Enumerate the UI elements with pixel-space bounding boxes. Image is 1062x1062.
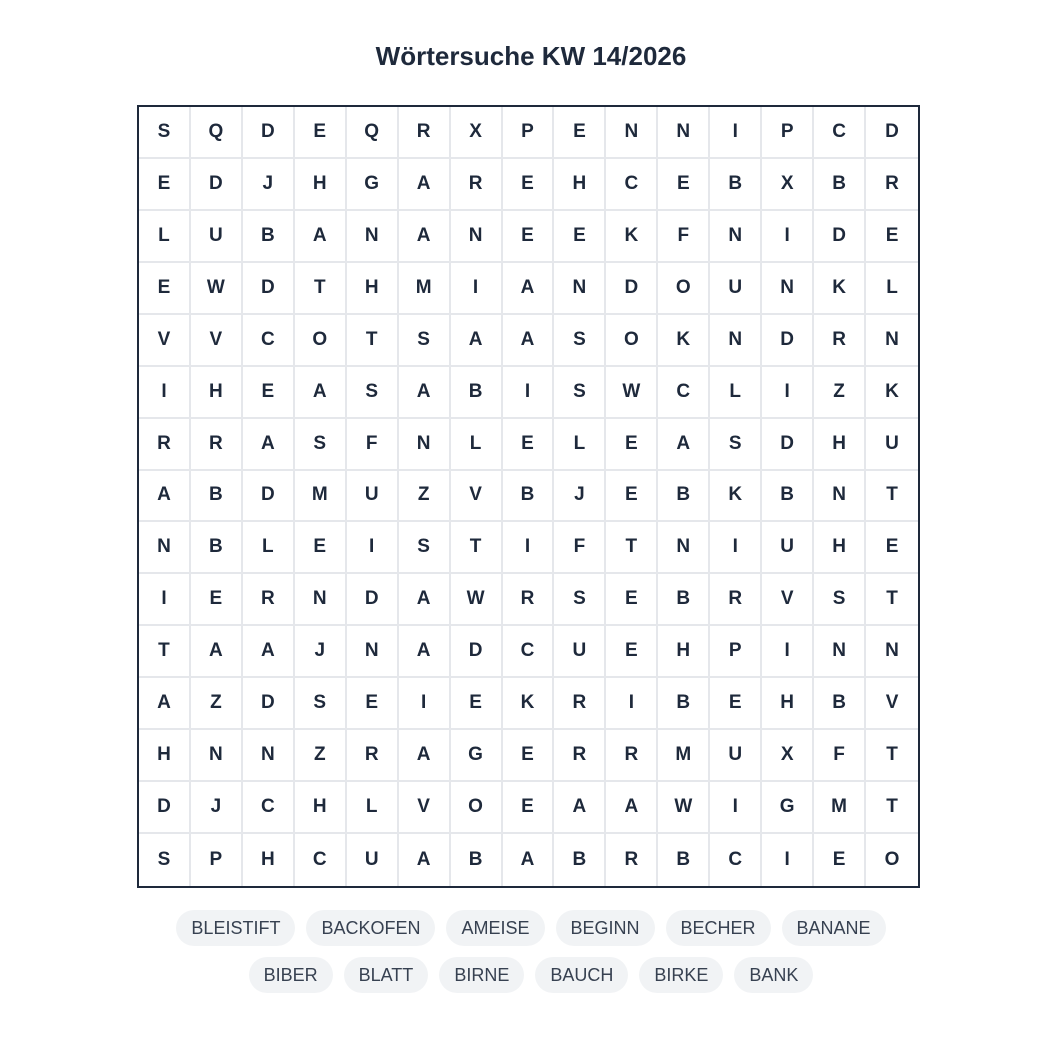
grid-cell[interactable]: N: [866, 626, 918, 678]
word-list: [131, 910, 931, 993]
grid-cell[interactable]: A: [503, 263, 555, 315]
grid-cell[interactable]: J: [295, 626, 347, 678]
grid-cell[interactable]: H: [295, 159, 347, 211]
grid-cell[interactable]: S: [295, 419, 347, 471]
grid-cell[interactable]: D: [347, 574, 399, 626]
word-chip: AMEISE: [446, 910, 544, 946]
grid-cell[interactable]: C: [295, 834, 347, 886]
word-chip: BECHER: [666, 910, 771, 946]
grid-cell[interactable]: S: [139, 107, 191, 159]
grid-cell[interactable]: N: [191, 730, 243, 782]
grid-cell[interactable]: D: [866, 107, 918, 159]
grid-cell[interactable]: L: [347, 782, 399, 834]
grid-cell[interactable]: O: [451, 782, 503, 834]
grid-cell[interactable]: D: [814, 211, 866, 263]
grid-cell[interactable]: H: [191, 367, 243, 419]
grid-cell[interactable]: A: [399, 834, 451, 886]
grid-cell[interactable]: A: [399, 211, 451, 263]
grid-cell[interactable]: E: [503, 211, 555, 263]
grid-cell[interactable]: E: [606, 626, 658, 678]
grid-cell[interactable]: U: [347, 834, 399, 886]
grid-cell[interactable]: D: [243, 678, 295, 730]
grid-cell[interactable]: J: [191, 782, 243, 834]
grid-cell[interactable]: H: [814, 419, 866, 471]
grid-cell[interactable]: F: [814, 730, 866, 782]
grid-cell[interactable]: E: [503, 730, 555, 782]
grid-cell[interactable]: H: [243, 834, 295, 886]
grid-cell[interactable]: R: [814, 315, 866, 367]
grid-cell[interactable]: P: [503, 107, 555, 159]
letter-grid: [137, 105, 920, 888]
grid-cell[interactable]: F: [347, 419, 399, 471]
grid-cell[interactable]: L: [710, 367, 762, 419]
grid-cell[interactable]: K: [866, 367, 918, 419]
grid-cell[interactable]: B: [814, 159, 866, 211]
grid-cell[interactable]: N: [347, 626, 399, 678]
grid-cell[interactable]: E: [503, 159, 555, 211]
grid-cell[interactable]: F: [658, 211, 710, 263]
grid-cell[interactable]: R: [866, 159, 918, 211]
grid-cell[interactable]: B: [658, 574, 710, 626]
grid-cell[interactable]: Z: [295, 730, 347, 782]
grid-cell[interactable]: A: [399, 626, 451, 678]
grid-cell[interactable]: E: [295, 522, 347, 574]
grid-cell[interactable]: S: [814, 574, 866, 626]
grid-cell[interactable]: A: [554, 782, 606, 834]
grid-cell[interactable]: S: [554, 574, 606, 626]
grid-cell[interactable]: E: [139, 263, 191, 315]
grid-cell[interactable]: U: [866, 419, 918, 471]
grid-cell[interactable]: B: [762, 471, 814, 523]
grid-cell[interactable]: E: [606, 471, 658, 523]
grid-cell[interactable]: E: [139, 159, 191, 211]
grid-cell[interactable]: B: [658, 834, 710, 886]
grid-cell[interactable]: E: [658, 159, 710, 211]
grid-cell[interactable]: U: [191, 211, 243, 263]
grid-cell[interactable]: N: [814, 471, 866, 523]
grid-cell[interactable]: W: [606, 367, 658, 419]
grid-cell[interactable]: L: [451, 419, 503, 471]
grid-cell[interactable]: A: [658, 419, 710, 471]
grid-cell[interactable]: L: [554, 419, 606, 471]
grid-cell[interactable]: A: [295, 211, 347, 263]
grid-cell[interactable]: T: [347, 315, 399, 367]
grid-cell[interactable]: R: [606, 730, 658, 782]
grid-cell[interactable]: N: [658, 107, 710, 159]
grid-cell[interactable]: H: [814, 522, 866, 574]
grid-cell[interactable]: A: [399, 730, 451, 782]
grid-cell[interactable]: A: [451, 315, 503, 367]
grid-cell[interactable]: C: [814, 107, 866, 159]
grid-cell[interactable]: A: [503, 315, 555, 367]
grid-cell[interactable]: T: [139, 626, 191, 678]
grid-cell[interactable]: H: [347, 263, 399, 315]
grid-cell[interactable]: O: [884, 849, 900, 871]
grid-cell[interactable]: B: [503, 471, 555, 523]
grid-cell[interactable]: D: [243, 107, 295, 159]
grid-cell[interactable]: E: [503, 782, 555, 834]
grid-cell[interactable]: B: [710, 159, 762, 211]
grid-cell[interactable]: E: [191, 574, 243, 626]
grid-cell[interactable]: E: [814, 834, 866, 886]
grid-cell[interactable]: N: [710, 315, 762, 367]
word-chip: BANK: [734, 957, 813, 993]
grid-cell[interactable]: H: [554, 159, 606, 211]
grid-cell[interactable]: R: [554, 730, 606, 782]
grid-cell[interactable]: E: [243, 367, 295, 419]
grid-cell[interactable]: Z: [814, 367, 866, 419]
grid-cell[interactable]: R: [191, 419, 243, 471]
grid-cell[interactable]: B: [814, 678, 866, 730]
grid-cell[interactable]: M: [295, 471, 347, 523]
grid-cell[interactable]: S: [399, 315, 451, 367]
grid-cell[interactable]: E: [295, 107, 347, 159]
grid-cell[interactable]: K: [658, 315, 710, 367]
grid-cell[interactable]: N: [814, 626, 866, 678]
grid-cell[interactable]: E: [554, 107, 606, 159]
grid-cell[interactable]: I: [451, 263, 503, 315]
grid-cell[interactable]: M: [399, 263, 451, 315]
grid-cell[interactable]: R: [503, 574, 555, 626]
grid-cell[interactable]: R: [347, 730, 399, 782]
grid-cell[interactable]: C: [243, 315, 295, 367]
grid-cell[interactable]: D: [243, 471, 295, 523]
grid-cell[interactable]: B: [658, 471, 710, 523]
grid-cell[interactable]: S: [710, 419, 762, 471]
grid-cell[interactable]: V: [139, 315, 191, 367]
grid-cell[interactable]: S: [347, 367, 399, 419]
grid-cell[interactable]: L: [243, 522, 295, 574]
grid-cell[interactable]: J: [243, 159, 295, 211]
grid-cell[interactable]: N: [866, 315, 918, 367]
grid-cell[interactable]: D: [243, 263, 295, 315]
word-chip: BANANE: [782, 910, 886, 946]
grid-cell[interactable]: E: [554, 211, 606, 263]
grid-cell[interactable]: E: [451, 678, 503, 730]
grid-cell[interactable]: R: [710, 574, 762, 626]
grid-cell[interactable]: V: [399, 782, 451, 834]
grid-cell[interactable]: K: [503, 678, 555, 730]
grid-cell[interactable]: N: [399, 419, 451, 471]
grid-cell[interactable]: I: [606, 678, 658, 730]
grid-cell[interactable]: E: [710, 678, 762, 730]
grid-cell[interactable]: T: [866, 730, 918, 782]
grid-cell[interactable]: C: [710, 834, 762, 886]
grid-cell[interactable]: U: [347, 471, 399, 523]
word-chip: BAUCH: [535, 957, 628, 993]
grid-cell[interactable]: N: [554, 263, 606, 315]
grid-cell[interactable]: O: [295, 315, 347, 367]
word-chip: BIRKE: [639, 957, 723, 993]
grid-cell[interactable]: Z: [399, 471, 451, 523]
grid-cell[interactable]: M: [658, 730, 710, 782]
grid-cell[interactable]: T: [866, 782, 918, 834]
grid-cell[interactable]: I: [503, 522, 555, 574]
word-chip: BLEISTIFT: [176, 910, 295, 946]
grid-cell[interactable]: I: [399, 678, 451, 730]
grid-cell[interactable]: I: [710, 107, 762, 159]
grid-cell[interactable]: O: [658, 263, 710, 315]
grid-cell[interactable]: T: [451, 522, 503, 574]
grid-cell[interactable]: I: [762, 367, 814, 419]
grid-cell[interactable]: P: [710, 626, 762, 678]
grid-cell[interactable]: R: [451, 159, 503, 211]
grid-cell[interactable]: E: [606, 574, 658, 626]
grid-cell[interactable]: V: [191, 315, 243, 367]
grid-cell[interactable]: G: [451, 730, 503, 782]
grid-cell[interactable]: D: [762, 315, 814, 367]
grid-cell[interactable]: A: [243, 626, 295, 678]
grid-cell[interactable]: U: [554, 626, 606, 678]
grid-cell[interactable]: E: [866, 522, 918, 574]
grid-cell[interactable]: N: [347, 211, 399, 263]
grid-cell[interactable]: B: [191, 471, 243, 523]
word-chip: BEGINN: [556, 910, 655, 946]
grid-cell[interactable]: A: [606, 782, 658, 834]
grid-cell[interactable]: V: [866, 678, 918, 730]
grid-cell[interactable]: S: [554, 367, 606, 419]
grid-cell[interactable]: B: [191, 522, 243, 574]
grid-cell[interactable]: K: [606, 211, 658, 263]
grid-cell[interactable]: W: [451, 574, 503, 626]
puzzle-title: Wörtersuche KW 14/2026: [375, 41, 687, 71]
grid-cell[interactable]: P: [762, 107, 814, 159]
word-chip: BACKOFEN: [306, 910, 435, 946]
grid-cell[interactable]: S: [554, 315, 606, 367]
grid-cell[interactable]: D: [451, 626, 503, 678]
grid-cell[interactable]: Z: [191, 678, 243, 730]
grid-cell[interactable]: V: [451, 471, 503, 523]
grid-cell[interactable]: T: [866, 574, 918, 626]
grid-cell[interactable]: E: [347, 678, 399, 730]
grid-cell[interactable]: K: [710, 471, 762, 523]
grid-cell[interactable]: R: [243, 574, 295, 626]
grid-cell[interactable]: B: [243, 211, 295, 263]
grid-cell[interactable]: I: [762, 211, 814, 263]
grid-cell[interactable]: A: [295, 367, 347, 419]
grid-cell[interactable]: R: [606, 834, 658, 886]
grid-cell[interactable]: T: [606, 522, 658, 574]
grid-cell[interactable]: I: [710, 782, 762, 834]
word-chip: BLATT: [344, 957, 429, 993]
grid-cell[interactable]: B: [554, 834, 606, 886]
grid-cell[interactable]: C: [503, 626, 555, 678]
grid-cell[interactable]: A: [191, 626, 243, 678]
grid-cell[interactable]: U: [762, 522, 814, 574]
grid-cell[interactable]: R: [554, 678, 606, 730]
grid-cell[interactable]: U: [710, 263, 762, 315]
grid-cell[interactable]: X: [451, 107, 503, 159]
grid-cell[interactable]: E: [503, 419, 555, 471]
grid-cell[interactable]: A: [503, 834, 555, 886]
grid-cell[interactable]: X: [762, 159, 814, 211]
grid-cell[interactable]: M: [814, 782, 866, 834]
grid-cell[interactable]: N: [295, 574, 347, 626]
grid-cell[interactable]: A: [399, 159, 451, 211]
grid-cell[interactable]: E: [606, 419, 658, 471]
grid-cell[interactable]: D: [606, 263, 658, 315]
grid-cell[interactable]: N: [243, 730, 295, 782]
grid-cell[interactable]: F: [554, 522, 606, 574]
grid-cell[interactable]: S: [139, 834, 191, 886]
grid-cell[interactable]: X: [762, 730, 814, 782]
grid-cell[interactable]: A: [243, 419, 295, 471]
grid-cell[interactable]: I: [347, 522, 399, 574]
grid-cell[interactable]: N: [658, 522, 710, 574]
grid-cell[interactable]: S: [295, 678, 347, 730]
grid-cell[interactable]: L: [139, 211, 191, 263]
grid-cell[interactable]: N: [710, 211, 762, 263]
grid-cell[interactable]: H: [295, 782, 347, 834]
grid-cell[interactable]: T: [295, 263, 347, 315]
grid-cell[interactable]: I: [762, 834, 814, 886]
grid-cell[interactable]: N: [139, 522, 191, 574]
grid-cell[interactable]: I: [762, 626, 814, 678]
grid-cell[interactable]: R: [139, 419, 191, 471]
word-chip: BIRNE: [439, 957, 524, 993]
grid-cell[interactable]: H: [762, 678, 814, 730]
grid-cell[interactable]: P: [191, 834, 243, 886]
grid-cell[interactable]: E: [866, 211, 918, 263]
grid-cell[interactable]: N: [606, 107, 658, 159]
grid-cell[interactable]: N: [451, 211, 503, 263]
grid-cell[interactable]: G: [347, 159, 399, 211]
grid-cell[interactable]: L: [866, 263, 918, 315]
grid-cell[interactable]: A: [139, 678, 191, 730]
grid-cell[interactable]: Q: [191, 107, 243, 159]
grid-cell[interactable]: B: [451, 834, 503, 886]
grid-cell[interactable]: O: [606, 315, 658, 367]
grid-cell[interactable]: N: [762, 263, 814, 315]
grid-cell[interactable]: I: [710, 522, 762, 574]
grid-cell[interactable]: S: [399, 522, 451, 574]
grid-cell[interactable]: A: [139, 471, 191, 523]
grid-cell[interactable]: I: [503, 367, 555, 419]
grid-cell[interactable]: H: [139, 730, 191, 782]
grid-cell[interactable]: I: [139, 367, 191, 419]
grid-cell[interactable]: G: [762, 782, 814, 834]
grid-cell[interactable]: D: [139, 782, 191, 834]
grid-cell[interactable]: H: [658, 626, 710, 678]
grid-cell[interactable]: D: [191, 159, 243, 211]
grid-cell[interactable]: T: [866, 471, 918, 523]
grid-cell[interactable]: V: [762, 574, 814, 626]
grid-cell[interactable]: U: [710, 730, 762, 782]
word-chip: BIBER: [249, 957, 333, 993]
grid-cell[interactable]: W: [191, 263, 243, 315]
grid-cell[interactable]: B: [658, 678, 710, 730]
grid-cell[interactable]: C: [243, 782, 295, 834]
grid-cell[interactable]: A: [399, 367, 451, 419]
grid-cell[interactable]: C: [658, 367, 710, 419]
grid-cell[interactable]: D: [762, 419, 814, 471]
grid-cell[interactable]: K: [814, 263, 866, 315]
grid-cell[interactable]: B: [451, 367, 503, 419]
grid-cell[interactable]: W: [658, 782, 710, 834]
grid-cell[interactable]: R: [399, 107, 451, 159]
grid-cell[interactable]: J: [554, 471, 606, 523]
grid-cell[interactable]: A: [399, 574, 451, 626]
grid-cell[interactable]: I: [139, 574, 191, 626]
grid-cell[interactable]: Q: [347, 107, 399, 159]
grid-cell[interactable]: C: [606, 159, 658, 211]
